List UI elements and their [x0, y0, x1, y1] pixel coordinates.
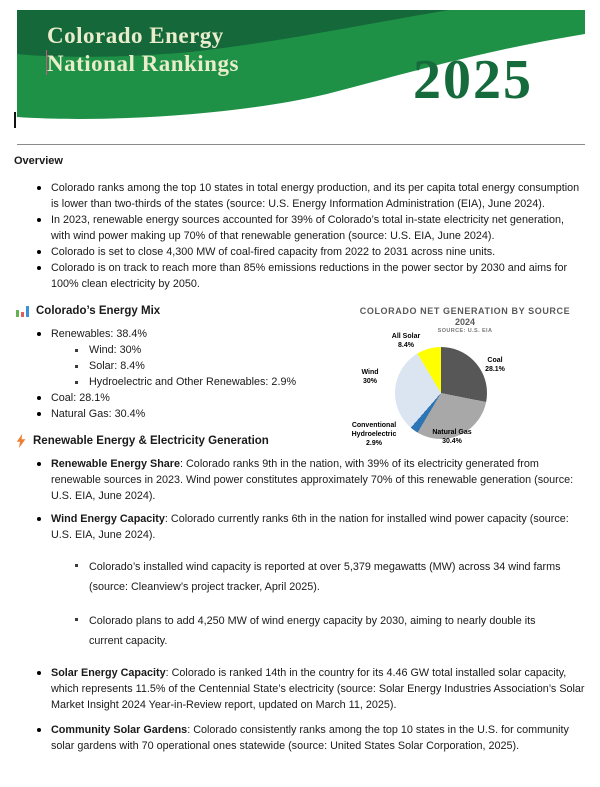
bullet-square	[75, 349, 78, 352]
bullet-text: Coal: 28.1%	[51, 392, 110, 404]
bullet-square	[75, 618, 78, 621]
bullet-rest: : Colorado currently ranks 6th in the nation for installed wind power capacity (source: U.S. EIA, June 2024).	[51, 513, 569, 541]
bullet-dot	[37, 186, 41, 190]
bullet-text: Colorado is set to close 4,300 MW of coal-fired capacity from 2022 to 2031 across nine units.	[51, 246, 496, 258]
renewable-bullet-list	[17, 456, 585, 754]
list-item	[17, 511, 585, 543]
energy-mix-heading-label: Colorado’s Energy Mix	[36, 305, 161, 317]
list-item	[17, 557, 585, 597]
banner-year: 2025	[413, 49, 533, 111]
pie-label-wind: Wind 30%	[361, 369, 379, 385]
bullet-text: Hydroelectric and Other Renewables: 2.9%	[89, 376, 297, 388]
divider-line	[17, 144, 585, 145]
list-item	[17, 180, 585, 212]
list-item	[17, 244, 585, 260]
bullet-dot	[37, 462, 41, 466]
bullet-text: Wind: 30%	[89, 344, 142, 356]
pie-label-coal: Coal 28.1%	[485, 357, 505, 373]
bullet-text	[51, 665, 585, 713]
pie-label-all-solar: All Solar 8.4%	[391, 333, 421, 349]
bar-chart-icon	[16, 305, 29, 317]
bullet-dot	[37, 728, 41, 732]
bullet-rest: : Colorado ranks 9th in the nation, with 39% of its electricity generated from renewable sources in 2023. Wind power constitutes approximately 70% of this renewable generation (source: U.S. EIA, June 2024).	[51, 458, 574, 502]
bullet-dot	[37, 266, 41, 270]
wind-sub-bullet-list	[17, 557, 585, 651]
bullet-text: Natural Gas: 30.4%	[51, 408, 146, 420]
bullet-text: Colorado’s installed wind capacity is reported at over 5,379 megawatts (MW) across 34 wind farms (source: Cleanview’s project tracker, April 2025).	[89, 561, 561, 593]
chart-title: COLORADO NET GENERATION BY SOURCE	[359, 306, 571, 316]
bullet-lead: Community Solar Gardens	[51, 724, 188, 736]
bullet-dot	[37, 396, 41, 400]
text-cursor	[46, 50, 47, 75]
bullet-text	[51, 456, 585, 504]
bullet-text: Colorado is on track to reach more than 85% emissions reductions in the power sector by 2030 and aims for 100% clean electricity by 2050.	[51, 262, 568, 290]
bullet-square	[75, 564, 78, 567]
bullet-square	[75, 381, 78, 384]
bullet-lead: Renewable Energy Share	[51, 458, 181, 470]
bullet-dot	[37, 218, 41, 222]
list-item	[17, 260, 585, 292]
chart-source-note: SOURCE: U.S. EIA	[437, 328, 493, 334]
lightning-icon	[16, 434, 26, 448]
banner-title	[47, 22, 239, 78]
chart-subtitle: 2024	[454, 317, 476, 327]
bullet-text: Colorado plans to add 4,250 MW of wind energy capacity by 2030, aiming to nearly double its current capacity.	[89, 615, 536, 647]
bullet-lead: Solar Energy Capacity	[51, 667, 166, 679]
list-item	[17, 212, 585, 244]
list-item	[17, 722, 585, 754]
bullet-lead: Wind Energy Capacity	[51, 513, 165, 525]
bullet-dot	[37, 517, 41, 521]
list-item	[17, 456, 585, 504]
renewable-section-heading-label: Renewable Energy & Electricity Generation	[33, 435, 269, 447]
bullet-dot	[37, 412, 41, 416]
bullet-rest: : Colorado consistently ranks among the top 10 states in the U.S. for community solar gardens with 70 operational ones statewide (source: United States Solar Corporation, 2025).	[51, 724, 569, 752]
bullet-text: In 2023, renewable energy sources accounted for 39% of Colorado’s total in-state electricity net generation, with wind power making up 70% of that renewable generation (source: U.S. EIA, June 2024).	[51, 214, 564, 242]
bullet-dot	[37, 332, 41, 336]
banner-title-line1: Colorado Energy	[47, 23, 224, 48]
pie-label-hydroelectric: Conventional Hydroelectric 2.9%	[351, 422, 397, 447]
banner-title-line2: National Rankings	[47, 51, 239, 76]
bullet-text	[51, 511, 585, 543]
bullet-text: Colorado ranks among the top 10 states in total energy production, and its per capita total energy consumption is lower than two-thirds of the states (source: U.S. Energy Information Administration (EIA), June 2024).	[51, 182, 580, 210]
pie-label-natural-gas: Natural Gas 30.4%	[432, 429, 472, 445]
text-cursor	[14, 112, 16, 128]
header-banner	[17, 10, 585, 123]
bullet-rest: : Colorado is ranked 14th in the country for its 4.46 GW total installed solar capacity, which represents 11.5% of the Centennial State’s electricity (source: Solar Energy Industries Association’s Solar Market Insight 2024 Year-in-Review report, updated on March 11, 2025).	[51, 667, 585, 711]
list-item	[17, 611, 585, 651]
bullet-dot	[37, 671, 41, 675]
list-item	[17, 665, 585, 713]
bullet-text: Renewables: 38.4%	[51, 328, 148, 340]
bullet-square	[75, 365, 78, 368]
overview-bullet-list	[17, 180, 585, 292]
net-generation-pie-chart	[338, 306, 592, 458]
bullet-text	[51, 722, 585, 754]
bullet-dot	[37, 250, 41, 254]
overview-heading: Overview	[14, 155, 63, 167]
bullet-text: Solar: 8.4%	[89, 360, 145, 372]
